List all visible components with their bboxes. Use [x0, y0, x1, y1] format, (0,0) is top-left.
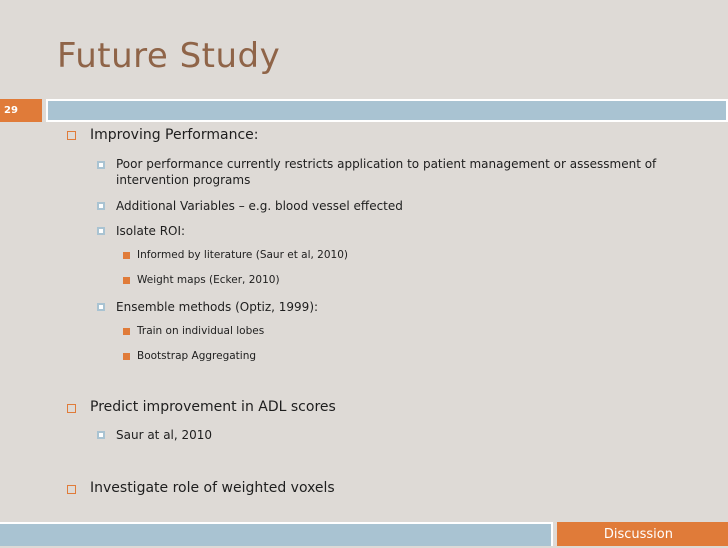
bullet-square-icon: [67, 404, 76, 413]
bullet-ensemble-methods: Ensemble methods (Optiz, 1999):: [116, 300, 319, 314]
bullet-square-icon: [97, 303, 105, 311]
bullet-poor-performance: Poor performance currently restricts application to patient management or assessment of intervention programs: [116, 157, 657, 187]
bullet-train-individual-lobes: Train on individual lobes: [137, 325, 265, 337]
bullet-filled-square-icon: [123, 328, 130, 335]
bullet-weight-maps: Weight maps (Ecker, 2010): [137, 274, 280, 286]
bullet-square-icon: [67, 485, 76, 494]
bullet-square-icon: [97, 227, 105, 235]
bullet-square-icon: [97, 161, 105, 169]
bullet-bootstrap-aggregating: Bootstrap Aggregating: [137, 350, 257, 362]
bullet-investigate-role: Investigate role of weighted voxels: [90, 480, 335, 496]
bullet-square-icon: [67, 131, 76, 140]
bullet-filled-square-icon: [123, 277, 130, 284]
bullet-square-icon: [97, 431, 105, 439]
slide-title: Future Study: [57, 36, 281, 76]
bullet-predict-improvement: Predict improvement in ADL scores: [90, 399, 336, 415]
bullet-informed-by-literature: Informed by literature (Saur et al, 2010): [137, 249, 348, 261]
bullet-filled-square-icon: [123, 252, 130, 259]
footer-bar: [0, 522, 553, 546]
section-label: Discussion: [557, 522, 728, 546]
bullet-additional-variables: Additional Variables – e.g. blood vessel effected: [116, 199, 403, 213]
bullet-improving-performance: Improving Performance:: [90, 127, 259, 143]
bullet-saur-2010: Saur at al, 2010: [116, 428, 213, 442]
slide-number: 29: [0, 99, 42, 122]
title-divider-bar: [46, 99, 728, 122]
bullet-square-icon: [97, 202, 105, 210]
bullet-isolate-roi: Isolate ROI:: [116, 224, 186, 238]
bullet-filled-square-icon: [123, 353, 130, 360]
